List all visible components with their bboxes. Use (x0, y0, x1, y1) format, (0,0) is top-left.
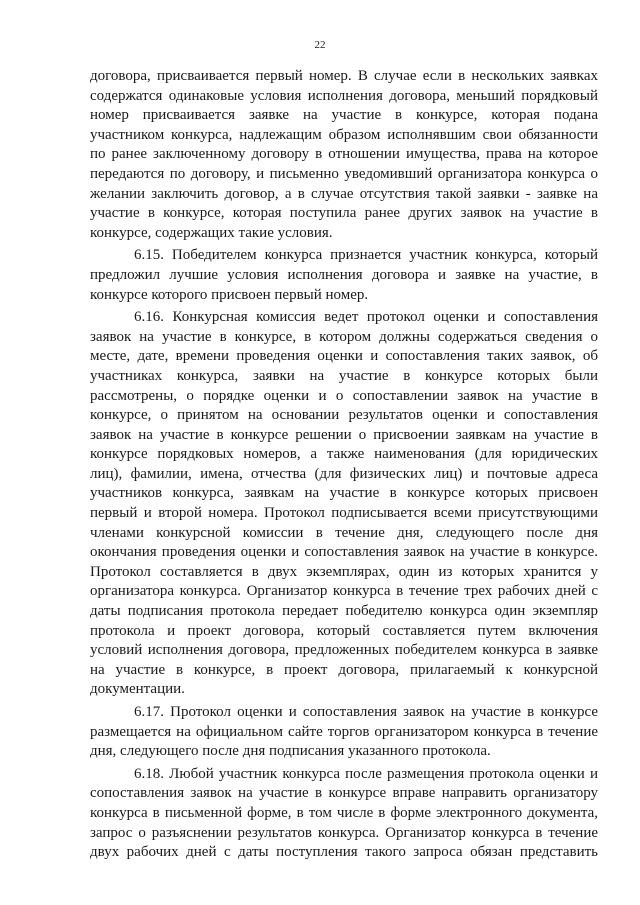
text-line: даты подписания протокола передает победителю конкурса один экземпляр (90, 603, 598, 620)
paragraph-6-18 (90, 765, 598, 863)
text-line: заявок на участие в конкурсе решении о присвоении заявкам на участие в (90, 426, 598, 443)
text-line: месте, дате, времени проведения оценки и сопоставления таких заявок, об (90, 348, 598, 365)
text-line: номер присваивается заявке на участие в конкурсе, которая подана (90, 107, 598, 124)
text-line: первый и второй номера. Протокол подписывается всеми присутствующими (90, 505, 598, 522)
text-line: сопоставления заявок на участие в конкурсе вправе направить организатору (90, 785, 598, 802)
text-line: рассмотрены, о порядке оценки и о сопоставлении заявок на участие в (90, 387, 598, 404)
text-line: участие в конкурсе, которая поступила ранее других заявок на участие в (90, 205, 598, 222)
text-line: лиц), фамилии, имена, отчества (для физических лиц) и почтовые адреса (90, 465, 598, 482)
text-line: на участие в конкурсе, в проект договора, прилагаемый к конкурсной (90, 661, 598, 678)
text-line: членами конкурсной комиссии в течение дня, следующего после дня (90, 524, 598, 541)
text-line: организатора конкурса. Организатор конкурса в течение трех рабочих дней с (90, 583, 598, 600)
text-line: Протокол составляется в двух экземплярах, один из которых хранится у (90, 563, 598, 580)
text-line: участников конкурса, заявкам на участие в конкурсе которых присвоен (90, 485, 598, 502)
text-line: конкурсе порядковых номеров, а также наименования (для юридических (90, 446, 598, 463)
text-line: желании заключить договор, а в случае отсутствия такой заявки - заявке на (90, 185, 598, 202)
text-line: договора, присваивается первый номер. В случае если в нескольких заявках (90, 68, 598, 84)
text-line: запрос о разъяснении результатов конкурса. Организатор конкурса в течение (90, 824, 598, 841)
text-line: протокола и проект договора, который составляется путем включения (90, 622, 598, 639)
text-line: участниках конкурса, заявки на участие в конкурсе которых были (90, 367, 598, 384)
paragraph-6-15 (90, 246, 598, 305)
paragraph-continuation (90, 67, 598, 243)
text-line: 6.18. Любой участник конкурса после размещения протокола оценки и (134, 765, 598, 782)
text-line: двух рабочих дней с даты поступления такого запроса обязан представить (90, 844, 598, 861)
text-line: дня, следующего после дня подписания указанного протокола. (90, 743, 491, 760)
paragraph-6-16 (90, 308, 598, 700)
text-line: участником конкурса, надлежащим образом исполнявшим свои обязанности (90, 126, 598, 143)
text-line: окончания проведения оценки и сопоставления заявок на участие в конкурсе. (90, 544, 598, 561)
text-line: 6.16. Конкурсная комиссия ведет протокол оценки и сопоставления (134, 309, 598, 326)
document-body (90, 67, 598, 863)
page-number: 22 (314, 39, 326, 51)
text-line: содержатся одинаковые условия исполнения договора, меньший порядковый (90, 87, 598, 104)
text-line: размещается на официальном сайте торгов организатором конкурса в течение (90, 723, 598, 740)
text-line: конкурсе, о принятом на основании результатов оценки и сопоставления (90, 407, 598, 424)
paragraph-6-17 (90, 703, 598, 762)
text-line: заявок на участие в конкурсе, в котором должны содержаться сведения о (90, 328, 598, 345)
text-line: документации. (90, 681, 185, 698)
text-line: конкурса в письменной форме, в том числе в форме электронного документа, (90, 804, 598, 821)
text-line: предложил лучшие условия исполнения договора и заявке на участие, в (90, 266, 598, 283)
text-line: конкурсе которого присвоен первый номер. (90, 286, 369, 303)
text-line: передаются по договору, и письменно уведомивший организатора конкурса о (90, 165, 598, 182)
text-line: конкурсе, содержащих такие условия. (90, 224, 333, 241)
text-line: 6.17. Протокол оценки и сопоставления заявок на участие в конкурсе (134, 704, 598, 720)
text-line: по ранее заключенному договору в отношении имущества, права на которое (90, 146, 598, 163)
text-line: условий исполнения договора, предложенных победителем конкурса в заявке (90, 642, 598, 659)
text-line: 6.15. Победителем конкурса признается участник конкурса, который (134, 247, 598, 264)
